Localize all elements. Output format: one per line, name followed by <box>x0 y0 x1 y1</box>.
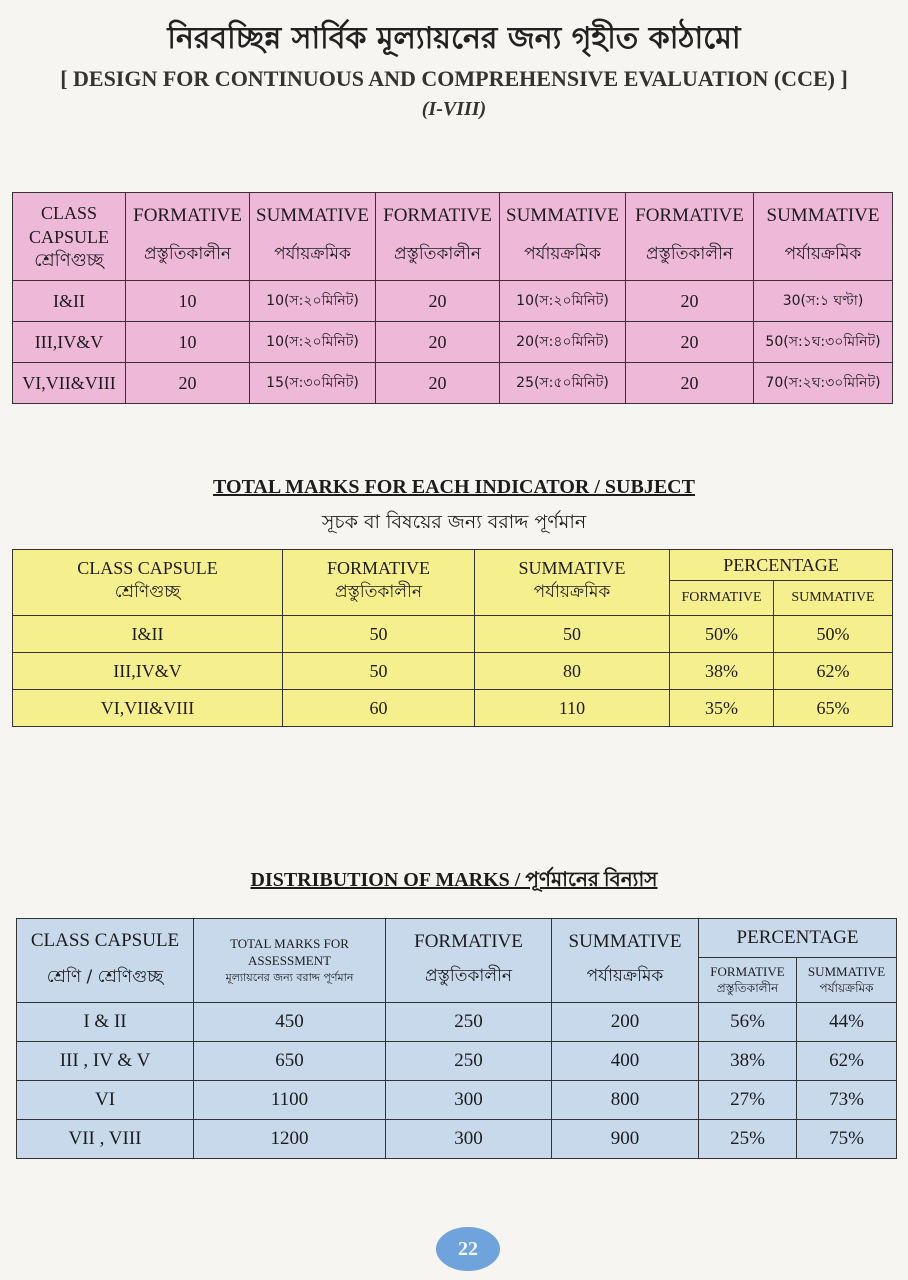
class-capsule-header <box>17 919 194 1003</box>
header-label: FORMATIVE <box>133 204 242 226</box>
table-cell: 250 <box>386 1003 552 1042</box>
table-cell: 50 <box>283 616 475 653</box>
class-capsule-header <box>13 550 283 616</box>
formative-header <box>283 550 475 616</box>
table-cell: 25(স:৫০মিনিট) <box>500 363 626 404</box>
table-cell: 20 <box>376 363 500 404</box>
pct-formative-header <box>699 958 797 1003</box>
class-cell: I & II <box>17 1003 194 1042</box>
header-label: FORMATIVE <box>414 930 523 952</box>
header-label: TOTAL MARKS FOR <box>230 936 349 951</box>
class-cell: III , IV & V <box>17 1042 194 1081</box>
class-cell: I&II <box>13 616 283 653</box>
header-label-bn: প্রস্তুতিকালীন <box>716 981 779 995</box>
table-cell: 80 <box>475 653 670 690</box>
table-header-row <box>13 550 893 581</box>
header-label-bn: মূল্যায়নের জন্য বরাদ্দ পূর্ণমান <box>225 971 354 984</box>
table-cell: 800 <box>552 1081 699 1120</box>
table-cell: 450 <box>194 1003 386 1042</box>
header-label: SUMMATIVE <box>807 964 886 979</box>
header-label: FORMATIVE <box>635 204 744 226</box>
header-label: SUMMATIVE <box>518 558 626 578</box>
summative-header <box>500 193 626 281</box>
total-marks-header <box>194 919 386 1003</box>
table-cell: 50% <box>670 616 774 653</box>
header-label: FORMATIVE <box>710 964 785 979</box>
table-row <box>13 322 893 363</box>
table-cell: 44% <box>797 1003 897 1042</box>
table-cell: 50 <box>283 653 475 690</box>
class-cell: I&II <box>13 281 126 322</box>
table-cell: 20 <box>626 322 754 363</box>
table-row <box>17 1042 897 1081</box>
header-label-bn: প্রস্তুতিকালীন <box>424 965 513 986</box>
table-cell: 38% <box>670 653 774 690</box>
table-cell: 10(স:২০মিনিট) <box>250 322 376 363</box>
header-label: SUMMATIVE <box>506 204 619 226</box>
formative-header <box>386 919 552 1003</box>
table-cell: 62% <box>797 1042 897 1081</box>
table-cell: 10 <box>126 322 250 363</box>
page-title-bengali: নিরবচ্ছিন্ন সার্বিক মূল্যায়নের জন্য গৃহীত কাঠামো <box>167 21 741 56</box>
table-cell: 25% <box>699 1120 797 1159</box>
table-header-row <box>13 193 893 281</box>
table-cell: 50% <box>774 616 893 653</box>
header-label: FORMATIVE <box>383 204 492 226</box>
table-cell: 70(স:২ঘ:৩০মিনিট) <box>754 363 893 404</box>
table-cell: 75% <box>797 1120 897 1159</box>
table-cell: 20 <box>626 363 754 404</box>
table-row <box>17 1003 897 1042</box>
header-label-bn: প্রস্তুতিকালীন <box>645 243 734 264</box>
table-cell: 300 <box>386 1120 552 1159</box>
table-cell: 50 <box>475 616 670 653</box>
table-row <box>13 616 893 653</box>
table-row <box>17 1081 897 1120</box>
table-cell: 20 <box>376 322 500 363</box>
header-label-bn: পর্যায়ক্রমিক <box>533 582 611 602</box>
class-cell: VI <box>17 1081 194 1120</box>
table-cell: 200 <box>552 1003 699 1042</box>
formative-header <box>626 193 754 281</box>
header-label-bn: শ্রেণিগুচ্ছ <box>114 582 181 602</box>
percentage-header: PERCENTAGE <box>699 919 897 958</box>
class-cell: III,IV&V <box>13 322 126 363</box>
table-cell: 10(স:২০মিনিট) <box>500 281 626 322</box>
percentage-header: PERCENTAGE <box>670 550 893 581</box>
header-label: CLASS <box>40 202 98 223</box>
class-capsule-header <box>13 193 126 281</box>
header-label: CLASS CAPSULE <box>30 929 180 951</box>
table-cell: 35% <box>670 690 774 727</box>
header-label: ASSESSMENT <box>247 953 332 968</box>
formative-header <box>376 193 500 281</box>
table-cell: 110 <box>475 690 670 727</box>
table-cell: 20 <box>376 281 500 322</box>
pct-formative-header: FORMATIVE <box>670 581 774 616</box>
table-cell: 400 <box>552 1042 699 1081</box>
cce-design-table <box>12 192 893 404</box>
summative-header <box>475 550 670 616</box>
summative-header <box>552 919 699 1003</box>
section-title: TOTAL MARKS FOR EACH INDICATOR / SUBJECT <box>213 476 695 498</box>
total-marks-table <box>12 549 893 727</box>
table-cell: 15(স:৩০মিনিট) <box>250 363 376 404</box>
section-title: DISTRIBUTION OF MARKS / পূর্ণমানের বিন্যাস <box>250 869 658 891</box>
table-row <box>17 1120 897 1159</box>
table-row <box>13 690 893 727</box>
table-cell: 10(স:২০মিনিট) <box>250 281 376 322</box>
header-label-bn: পর্যায়ক্রমিক <box>784 243 862 264</box>
table-cell: 1100 <box>194 1081 386 1120</box>
header-label-bn: পর্যায়ক্রমিক <box>819 981 874 995</box>
header-label-bn: পর্যায়ক্রমিক <box>524 243 601 264</box>
header-label-bn: প্রস্তুতিকালীন <box>393 243 482 264</box>
page-subtitle: (I-VIII) <box>421 98 487 120</box>
table-cell: 27% <box>699 1081 797 1120</box>
table-cell: 300 <box>386 1081 552 1120</box>
pct-summative-header <box>797 958 897 1003</box>
header-label-bn: প্রস্তুতিকালীন <box>334 582 423 602</box>
table-row <box>13 653 893 690</box>
header-label: SUMMATIVE <box>256 204 369 226</box>
formative-header <box>126 193 250 281</box>
table-cell: 73% <box>797 1081 897 1120</box>
class-cell: VII , VIII <box>17 1120 194 1159</box>
header-label-bn: পর্যায়ক্রমিক <box>586 965 664 986</box>
pct-summative-header: SUMMATIVE <box>774 581 893 616</box>
table-cell: 650 <box>194 1042 386 1081</box>
table-cell: 62% <box>774 653 893 690</box>
page-number-badge: 22 <box>436 1227 500 1271</box>
table-cell: 65% <box>774 690 893 727</box>
header-label-bn: শ্রেণি / শ্রেণিগুচ্ছ <box>46 966 164 987</box>
header-label-bn: শ্রেণিগুচ্ছ <box>34 249 104 271</box>
page-title-english: [ DESIGN FOR CONTINUOUS AND COMPREHENSIVE EVALUATION (CCE) ] <box>60 66 848 91</box>
header-label: SUMMATIVE <box>568 930 682 952</box>
table-cell: 38% <box>699 1042 797 1081</box>
table-row <box>13 363 893 404</box>
table-cell: 10 <box>126 281 250 322</box>
class-cell: VI,VII&VIII <box>13 363 126 404</box>
table-row <box>13 281 893 322</box>
distribution-of-marks-table <box>16 918 897 1159</box>
table-cell: 1200 <box>194 1120 386 1159</box>
summative-header <box>754 193 893 281</box>
class-cell: VI,VII&VIII <box>13 690 283 727</box>
header-label: CLASS CAPSULE <box>77 558 218 578</box>
table-cell: 250 <box>386 1042 552 1081</box>
table-cell: 60 <box>283 690 475 727</box>
section-subtitle: সূচক বা বিষয়ের জন্য বরাদ্দ পূর্ণমান <box>321 511 587 533</box>
table-cell: 20 <box>626 281 754 322</box>
table-cell: 20(স:৪০মিনিট) <box>500 322 626 363</box>
table-cell: 900 <box>552 1120 699 1159</box>
table-cell: 20 <box>126 363 250 404</box>
table-header-row <box>17 919 897 958</box>
header-label: CAPSULE <box>28 226 109 247</box>
table-cell: 56% <box>699 1003 797 1042</box>
class-cell: III,IV&V <box>13 653 283 690</box>
summative-header <box>250 193 376 281</box>
table-cell: 50(স:১ঘ:৩০মিনিট) <box>754 322 893 363</box>
header-label-bn: পর্যায়ক্রমিক <box>274 243 351 264</box>
table-cell: 30(স:১ ঘণ্টা) <box>754 281 893 322</box>
header-label-bn: প্রস্তুতিকালীন <box>143 243 232 264</box>
header-label: FORMATIVE <box>326 558 430 578</box>
header-label: SUMMATIVE <box>766 204 880 226</box>
